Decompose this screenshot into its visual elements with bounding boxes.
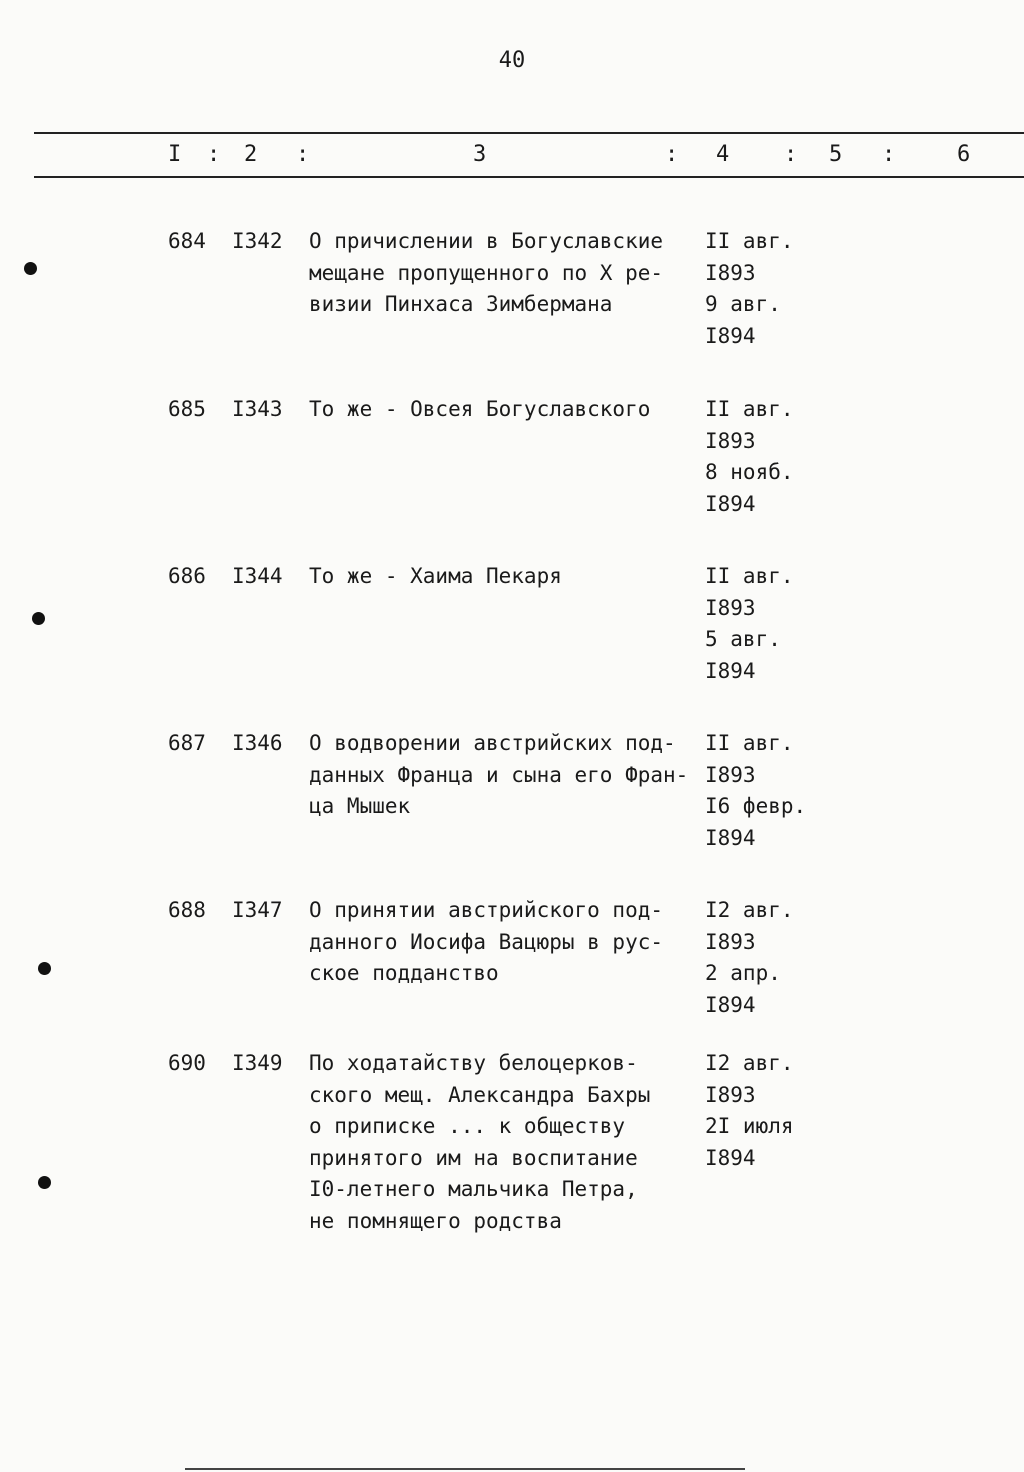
entry-number: 686 [168,564,206,588]
punch-hole [38,1176,51,1189]
entry-dates [705,1048,815,1174]
entry-title [309,394,699,426]
entry-title [309,561,699,593]
entry-dates [705,394,815,520]
entry-title-line: То же - Хаима Пекаря [309,564,562,588]
column-header-1: I [168,142,182,167]
entry-date: II авг. [705,731,794,755]
entry-title [309,895,699,990]
entry-date: I894 [705,992,756,1017]
entry-date: 8 нояб. [705,460,794,484]
entry-date: I6 февр. [705,794,807,818]
entry-dates [705,226,815,352]
header-rule-bottom [34,176,1024,178]
entry-title-line: То же - Овсея Богуславского [309,397,651,421]
page-number: 40 [498,48,526,73]
entry-title-line: о приписке ... к обществу [309,1114,626,1138]
column-separator: : [296,142,310,167]
entry-date: I894 [705,1145,756,1170]
entry-date: I893 [705,1082,756,1107]
header-rule-top [34,132,1024,134]
entry-number: 688 [168,898,206,922]
entry-date: 2I июля [705,1114,794,1138]
entry-title [309,1048,699,1237]
entry-date: I2 авг. [705,1051,794,1075]
archive-number: I349 [232,1051,283,1075]
entry-title [309,728,699,823]
entry-dates [705,728,815,854]
entry-title-line: ское подданство [309,961,499,985]
column-header-6: 6 [957,142,971,167]
punch-hole [24,262,37,275]
entry-number: 684 [168,229,206,253]
entry-date: II авг. [705,564,794,588]
archive-number: I346 [232,731,283,755]
entry-date: I893 [705,762,756,787]
column-header-5: 5 [829,142,843,167]
entry-title-line: ского мещ. Александра Бахры [309,1082,651,1107]
entry-title-line: принятого им на воспитание [309,1145,638,1170]
entry-title-line: данного Иосифа Вацюры в рус- [309,929,664,954]
column-separator: : [665,142,679,167]
archive-number: I347 [232,898,283,922]
column-separator: : [882,142,896,167]
entry-date: II авг. [705,397,794,421]
entry-number: 690 [168,1051,206,1075]
entry-title-line: мещане пропущенного по X ре- [309,260,664,285]
entry-date: 2 апр. [705,961,781,985]
entry-date: II авг. [705,229,794,253]
punch-hole [32,612,45,625]
entry-title-line: данных Франца и сына его Фран- [309,762,689,787]
entry-title-line: О принятии австрийского под- [309,898,664,922]
column-header-4: 4 [716,142,730,167]
column-header-3: 3 [473,142,487,167]
entry-date: I894 [705,323,756,348]
entry-title-line: ца Мышек [309,794,411,818]
punch-hole [38,962,51,975]
archive-number: I344 [232,564,283,588]
entry-title-line: О водворении австрийских под- [309,731,676,755]
entry-title [309,226,699,321]
entry-title-line: не помнящего родства [309,1208,562,1233]
entry-title-line: I0-летнего мальчика Петра, [309,1177,638,1201]
entry-date: 9 авг. [705,292,781,316]
entry-date: I894 [705,491,756,516]
entry-date: I893 [705,428,756,453]
entry-date: 5 авг. [705,627,781,651]
entry-date: I893 [705,595,756,620]
archive-number: I342 [232,229,283,253]
entry-title-line: О причислении в Богуславские [309,229,664,253]
column-separator: : [784,142,798,167]
entry-date: I893 [705,260,756,285]
footer-rule [185,1468,745,1470]
entry-number: 687 [168,731,206,755]
entry-dates [705,895,815,1021]
entry-date: I894 [705,658,756,683]
archive-number: I343 [232,397,283,421]
entry-title-line: По ходатайству белоцерков- [309,1051,638,1075]
entry-date: I894 [705,825,756,850]
entry-number: 685 [168,397,206,421]
entry-dates [705,561,815,687]
column-separator: : [207,142,221,167]
entry-title-line: визии Пинхаса Зимбермана [309,292,613,316]
entry-date: I2 авг. [705,898,794,922]
column-header-2: 2 [244,142,258,167]
entry-date: I893 [705,929,756,954]
